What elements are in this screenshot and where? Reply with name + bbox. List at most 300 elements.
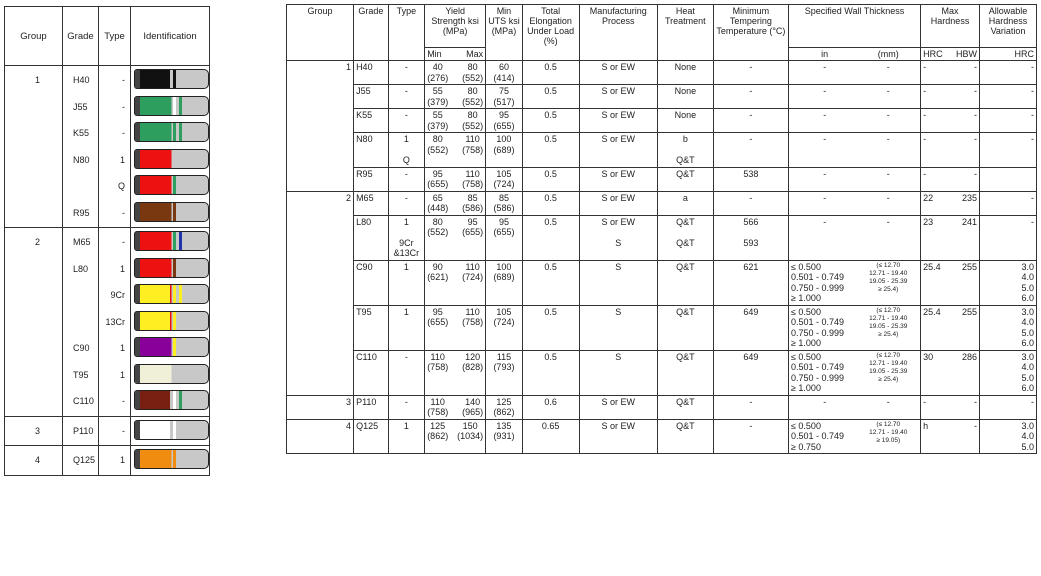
uts-cell-line: (724)	[493, 317, 515, 327]
max-hardness-cell	[921, 419, 980, 454]
elongation-cell	[522, 133, 579, 168]
yield-min: 110 (758)	[427, 396, 449, 417]
tube-coupling	[135, 70, 140, 88]
max-hardness-cell	[921, 350, 980, 395]
type-label: -	[122, 207, 125, 218]
wall-thickness-cell	[788, 305, 920, 350]
uts-cell-line: (414)	[493, 72, 515, 83]
hardness-hrc: -	[923, 168, 927, 179]
wall-thickness-cell	[788, 419, 920, 454]
header-identification: Identification	[131, 7, 210, 66]
grade-cell	[354, 191, 389, 215]
color-band	[140, 150, 170, 168]
tube-coupling	[135, 150, 140, 168]
uts-cell-line: (724)	[493, 179, 515, 189]
type-cell	[388, 215, 425, 260]
elongation-cell-line: 0.5	[544, 351, 557, 362]
color-stripe	[179, 123, 182, 141]
properties-row	[287, 109, 1037, 133]
grade-label: R95	[73, 207, 90, 218]
tube-coupling	[135, 123, 140, 141]
color-stripe	[173, 176, 176, 194]
yield-min: 40 (276)	[427, 62, 449, 83]
type-label: 1	[119, 263, 125, 274]
wall-in: -	[823, 86, 827, 96]
elongation-cell-line: 0.5	[544, 110, 557, 120]
grade-cell-line: C110	[356, 351, 377, 362]
uts-cell	[486, 305, 523, 350]
type-cell-line: &13Cr	[393, 248, 420, 258]
wall-in: ≤ 0.500 0.501 - 0.749 ≥ 0.750	[790, 420, 845, 452]
grade-cell	[354, 419, 389, 454]
uts-cell-line: (689)	[493, 144, 515, 155]
grade-cell	[354, 350, 389, 395]
group-number: 1	[35, 75, 41, 86]
rheader-max-hardness: Max Hardness	[921, 5, 980, 48]
color-stripe	[179, 97, 182, 115]
heat-treatment-cell-line: b	[682, 134, 688, 144]
wall-in: -	[823, 134, 827, 144]
color-band	[140, 70, 170, 88]
color-stripe	[173, 232, 176, 250]
tempering-cell-line: 566	[743, 216, 759, 227]
color-code-tube	[134, 284, 209, 304]
type-cell-line: 1	[403, 306, 409, 317]
allowable-variation-cell	[980, 109, 1037, 133]
type-cell	[99, 228, 131, 417]
uts-cell-line: (793)	[493, 362, 515, 372]
group-number: 4	[35, 455, 41, 466]
elongation-cell-line: 0.6	[544, 396, 557, 407]
hardness-hbw: 286	[962, 351, 978, 362]
rheader-uts: Min UTS ksi (MPa)	[486, 5, 523, 61]
elongation-cell	[522, 109, 579, 133]
header-type: Type	[99, 7, 131, 66]
type-label: -	[122, 396, 125, 407]
group-cell	[287, 191, 354, 395]
uts-cell-line: (862)	[493, 407, 515, 417]
allowable-variation-cell-line: 4.0	[1021, 362, 1034, 372]
max-hardness-cell	[921, 260, 980, 305]
tube-coupling	[135, 203, 140, 221]
yield-min: 90 (621)	[427, 261, 449, 282]
heat-treatment-cell	[657, 191, 713, 215]
hardness-hrc: -	[923, 396, 927, 407]
allowable-variation-cell-line: -	[1031, 192, 1034, 203]
color-code-tube	[134, 311, 209, 331]
grade-cell-line: M65	[356, 192, 374, 203]
type-cell-line: 1	[403, 261, 409, 272]
grade-cell-line: P110	[356, 396, 377, 407]
wall-mm: -	[886, 192, 890, 203]
heat-treatment-cell	[657, 85, 713, 109]
properties-row	[287, 85, 1037, 109]
uts-cell	[486, 85, 523, 109]
manufacturing-cell-line: S or EW	[601, 420, 636, 431]
wall-in: ≤ 0.500 0.501 - 0.749 0.750 - 0.999 ≥ 1.000	[790, 306, 845, 348]
grade-label: H40	[73, 75, 90, 86]
tempering-cell-line: -	[749, 110, 753, 120]
type-cell	[388, 350, 425, 395]
type-cell	[388, 61, 425, 85]
color-stripe	[173, 285, 176, 303]
manufacturing-cell	[579, 215, 657, 260]
type-cell	[388, 395, 425, 419]
hardness-hbw: -	[974, 420, 978, 431]
heat-treatment-cell	[657, 167, 713, 191]
tempering-cell-line: 649	[743, 351, 759, 362]
tube-coupling	[135, 421, 140, 439]
tempering-cell	[713, 167, 788, 191]
hardness-hrc: 22	[923, 192, 934, 203]
type-cell-line: 1	[403, 134, 409, 144]
color-band	[140, 312, 170, 330]
yield-max: 80 (552)	[462, 62, 484, 83]
color-band	[140, 450, 170, 468]
heat-treatment-cell	[657, 109, 713, 133]
color-code-tube	[134, 449, 209, 469]
yield-strength-cell	[425, 215, 486, 260]
yield-min: 55 (379)	[427, 110, 449, 131]
yield-strength-cell	[425, 109, 486, 133]
rheader-yield-min: Min	[427, 49, 442, 59]
tempering-cell	[713, 395, 788, 419]
max-hardness-cell	[921, 191, 980, 215]
manufacturing-cell	[579, 305, 657, 350]
color-stripe	[173, 259, 176, 277]
group-number: 4	[346, 420, 352, 431]
allowable-variation-cell-line: -	[1031, 216, 1034, 227]
allowable-variation-cell	[980, 61, 1037, 85]
grade-label: M65	[73, 237, 91, 248]
hardness-hbw: 255	[962, 306, 978, 317]
allowable-variation-cell-line: 5.0	[1021, 372, 1034, 383]
heat-treatment-cell-line: Q&T	[676, 261, 695, 272]
elongation-cell	[522, 215, 579, 260]
properties-row	[287, 419, 1037, 454]
type-cell	[99, 446, 131, 476]
hardness-hbw: 235	[962, 192, 978, 203]
grade-cell-line: K55	[356, 110, 373, 120]
elongation-cell	[522, 419, 579, 454]
manufacturing-cell	[579, 260, 657, 305]
allowable-variation-cell-line: 3.0	[1021, 420, 1034, 431]
uts-cell	[486, 61, 523, 85]
type-cell-line: 9Cr	[399, 237, 414, 248]
grade-cell-line: L80	[356, 216, 372, 227]
color-band	[140, 97, 170, 115]
manufacturing-cell	[579, 109, 657, 133]
wall-thickness-cell	[788, 109, 920, 133]
color-band	[140, 338, 170, 356]
allowable-variation-cell	[980, 85, 1037, 109]
tube-coupling	[135, 338, 140, 356]
uts-cell	[486, 191, 523, 215]
uts-cell-line: 100	[496, 261, 512, 272]
heat-treatment-cell	[657, 61, 713, 85]
type-cell-line: -	[404, 168, 408, 179]
uts-cell-line: 105	[496, 168, 512, 179]
allowable-variation-cell	[980, 191, 1037, 215]
grade-label: P110	[73, 425, 94, 436]
type-label: -	[122, 75, 125, 86]
color-code-tube	[134, 149, 209, 169]
rheader-heat-treatment: Heat Treatment	[657, 5, 713, 61]
rheader-manufacturing: Manufacturing Process	[579, 5, 657, 61]
yield-min: 125 (862)	[427, 420, 449, 441]
type-cell	[388, 419, 425, 454]
uts-cell	[486, 260, 523, 305]
elongation-cell	[522, 260, 579, 305]
manufacturing-cell	[579, 133, 657, 168]
allowable-variation-cell-line: 3.0	[1021, 261, 1034, 272]
tempering-cell-line: 621	[743, 261, 759, 272]
type-label: -	[122, 237, 125, 248]
max-hardness-cell	[921, 215, 980, 260]
type-cell-line: 1	[403, 216, 409, 227]
yield-strength-cell	[425, 260, 486, 305]
manufacturing-cell-line: S	[615, 306, 622, 317]
heat-treatment-cell-line: Q&T	[676, 216, 695, 227]
wall-mm: (≤ 12.70 12.71 - 19.40 ≥ 19.05)	[869, 420, 908, 444]
rheader-tempering: Minimum Tempering Temperature (°C)	[713, 5, 788, 61]
uts-cell-line: (586)	[493, 203, 515, 213]
group-number: 2	[346, 192, 352, 203]
wall-in: -	[823, 396, 827, 407]
color-band	[140, 285, 170, 303]
allowable-variation-cell-line: 4.0	[1021, 317, 1034, 327]
type-cell-line: -	[404, 62, 408, 72]
rheader-elongation: Total Elongation Under Load (%)	[522, 5, 579, 61]
type-label: 1	[119, 154, 125, 165]
max-hardness-cell	[921, 133, 980, 168]
rheader-allow-hrc: HRC	[1014, 49, 1034, 59]
manufacturing-cell-line: S or EW	[601, 86, 636, 96]
color-code-tube	[134, 122, 209, 142]
uts-cell-line: 95	[498, 216, 509, 227]
header-grade: Grade	[63, 7, 99, 66]
color-code-tube	[134, 202, 209, 222]
tube-coupling	[135, 97, 140, 115]
uts-cell	[486, 395, 523, 419]
type-cell-line	[391, 145, 423, 156]
identification-table	[4, 6, 210, 476]
type-cell	[388, 191, 425, 215]
type-label: -	[122, 425, 125, 436]
tempering-cell	[713, 215, 788, 260]
elongation-cell-line: 0.5	[544, 62, 557, 72]
elongation-cell	[522, 167, 579, 191]
grade-cell	[354, 61, 389, 85]
heat-treatment-cell-line	[660, 227, 711, 238]
hardness-hrc: 30	[923, 351, 934, 362]
color-stripe	[173, 450, 176, 468]
elongation-cell	[522, 395, 579, 419]
wall-mm: -	[886, 216, 890, 227]
color-band	[140, 421, 170, 439]
uts-cell	[486, 215, 523, 260]
manufacturing-cell-line: S	[615, 237, 622, 248]
wall-thickness-cell	[788, 260, 920, 305]
elongation-cell	[522, 350, 579, 395]
hardness-hbw: 255	[962, 261, 978, 272]
yield-max: 80 (552)	[462, 110, 484, 131]
tempering-cell	[713, 305, 788, 350]
allowable-variation-cell	[980, 419, 1037, 454]
grade-cell	[63, 446, 99, 476]
elongation-cell-line: 0.5	[544, 168, 557, 179]
group-cell	[5, 416, 63, 446]
allowable-variation-cell-line: 4.0	[1021, 272, 1034, 282]
uts-cell-line: 60	[498, 62, 509, 72]
yield-max: 85 (586)	[462, 192, 484, 213]
type-cell	[388, 260, 425, 305]
identification-cell	[131, 228, 210, 417]
uts-cell-line: 100	[496, 134, 512, 144]
hardness-hrc: -	[923, 134, 927, 144]
yield-strength-cell	[425, 305, 486, 350]
manufacturing-cell	[579, 61, 657, 85]
heat-treatment-cell	[657, 305, 713, 350]
allowable-variation-cell-line: 5.0	[1021, 282, 1034, 293]
grade-cell-line: R95	[356, 168, 373, 179]
manufacturing-cell-line: S or EW	[601, 134, 636, 144]
heat-treatment-cell-line	[660, 145, 711, 156]
rheader-wall-thickness: Specified Wall Thickness	[788, 5, 920, 48]
grade-cell-line: Q125	[356, 420, 379, 431]
group-cell	[5, 228, 63, 417]
yield-max: 150 (1034)	[457, 420, 484, 441]
hardness-hrc: 23	[923, 216, 934, 227]
manufacturing-cell-line: S or EW	[601, 216, 636, 227]
identification-group-row	[5, 228, 210, 417]
group-number: 2	[35, 237, 41, 248]
grade-label: C90	[73, 343, 90, 354]
manufacturing-cell-line: S	[615, 351, 622, 362]
type-cell	[388, 133, 425, 168]
rheader-wall-mm: (mm)	[877, 49, 899, 59]
hardness-hbw: -	[974, 134, 978, 144]
color-stripe	[179, 232, 182, 250]
uts-cell	[486, 167, 523, 191]
type-label: 1	[119, 343, 125, 354]
elongation-cell	[522, 191, 579, 215]
tempering-cell	[713, 260, 788, 305]
allowable-variation-cell-line: -	[1031, 62, 1034, 72]
elongation-cell	[522, 305, 579, 350]
type-cell-line: -	[404, 86, 408, 96]
group-number: 3	[35, 425, 41, 436]
yield-min: 65 (448)	[427, 192, 449, 213]
group-cell	[5, 66, 63, 228]
wall-thickness-cell	[788, 61, 920, 85]
hardness-hbw: -	[974, 396, 978, 407]
grade-label: N80	[73, 154, 90, 165]
allowable-variation-cell	[980, 133, 1037, 168]
color-stripe	[173, 203, 176, 221]
properties-row	[287, 395, 1037, 419]
yield-max: 110 (758)	[462, 168, 484, 189]
color-code-tube	[134, 96, 209, 116]
max-hardness-cell	[921, 109, 980, 133]
color-stripe	[173, 312, 176, 330]
properties-row	[287, 260, 1037, 305]
tube-coupling	[135, 176, 140, 194]
header-group: Group	[5, 7, 63, 66]
uts-cell	[486, 109, 523, 133]
manufacturing-cell-line: S or EW	[601, 62, 636, 72]
color-stripe	[173, 123, 176, 141]
heat-treatment-cell-line: None	[674, 110, 697, 120]
properties-table	[286, 4, 1037, 454]
grade-cell	[354, 109, 389, 133]
yield-min: 80 (552)	[427, 216, 449, 237]
hardness-hrc: 25.4	[923, 306, 941, 317]
heat-treatment-cell-line: None	[674, 86, 697, 96]
yield-strength-cell	[425, 350, 486, 395]
allowable-variation-cell-line: 5.0	[1021, 441, 1034, 452]
wall-thickness-cell	[788, 350, 920, 395]
type-label: 1	[119, 455, 125, 466]
grade-cell	[354, 260, 389, 305]
grade-cell	[354, 85, 389, 109]
allowable-variation-cell-line: 6.0	[1021, 383, 1034, 393]
yield-strength-cell	[425, 167, 486, 191]
uts-cell-line: 95	[498, 110, 509, 120]
manufacturing-cell-line: S	[615, 261, 622, 272]
hardness-hrc: -	[923, 62, 927, 72]
yield-max: 80 (552)	[462, 86, 484, 107]
type-cell-line: -	[404, 396, 408, 407]
yield-strength-cell	[425, 419, 486, 454]
manufacturing-cell-line: S or EW	[601, 168, 636, 179]
color-stripe	[179, 285, 182, 303]
uts-cell	[486, 133, 523, 168]
uts-cell-line: 85	[498, 192, 509, 203]
color-stripe	[173, 70, 176, 88]
yield-min: 80 (552)	[427, 134, 449, 155]
grade-label: J55	[73, 101, 88, 112]
allowable-variation-cell-line: -	[1031, 110, 1034, 120]
uts-cell-line: 135	[496, 420, 512, 431]
tempering-cell-line: -	[749, 420, 753, 431]
grade-cell	[354, 133, 389, 168]
max-hardness-cell	[921, 305, 980, 350]
manufacturing-cell	[579, 191, 657, 215]
hardness-hbw: -	[974, 86, 978, 96]
tempering-cell-line: -	[749, 134, 753, 144]
max-hardness-cell	[921, 395, 980, 419]
color-stripe	[173, 97, 176, 115]
wall-mm: -	[886, 134, 890, 144]
heat-treatment-cell-line: Q&T	[676, 351, 695, 362]
uts-cell-line: (517)	[493, 96, 515, 107]
uts-cell-line: 125	[496, 396, 512, 407]
heat-treatment-cell-line: Q&T	[676, 420, 695, 431]
grade-cell	[354, 395, 389, 419]
tempering-cell-line: -	[749, 86, 753, 96]
manufacturing-cell	[579, 350, 657, 395]
uts-cell-line: (689)	[493, 272, 515, 282]
identification-cell	[131, 416, 210, 446]
hardness-hrc: -	[923, 86, 927, 96]
wall-in: -	[823, 192, 827, 203]
heat-treatment-cell-line: None	[674, 62, 697, 72]
type-cell-line: -	[404, 110, 408, 120]
group-cell	[5, 446, 63, 476]
tube-coupling	[135, 450, 140, 468]
elongation-cell-line: 0.5	[544, 261, 557, 272]
